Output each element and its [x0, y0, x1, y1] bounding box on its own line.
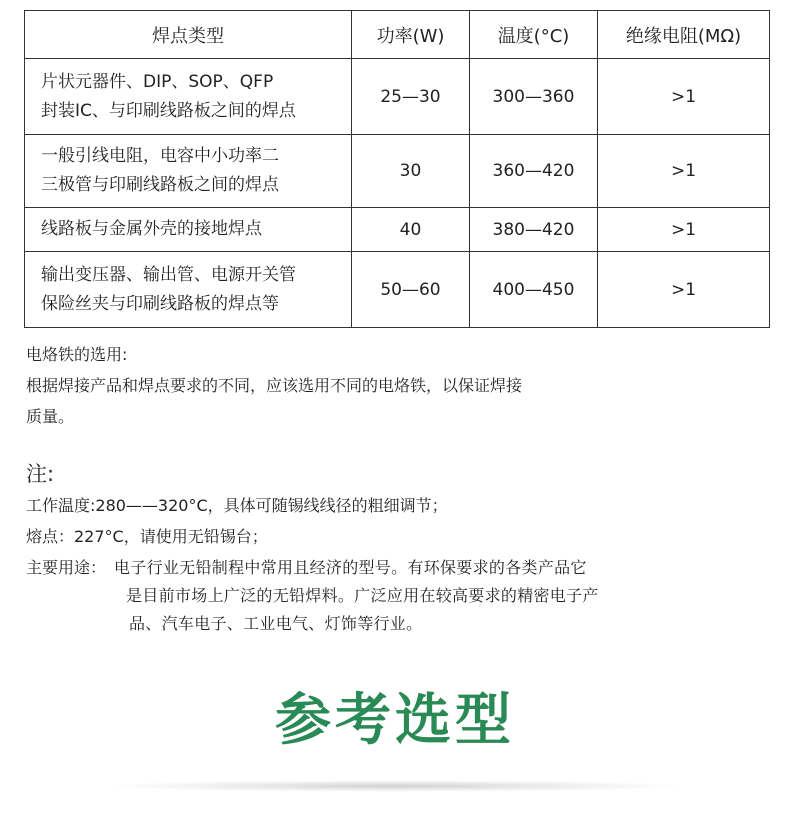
usage-text-line3: 品、汽车电子、工业电气、灯饰等行业。: [129, 614, 423, 633]
header-insulation: 绝缘电阻(MΩ): [598, 11, 770, 59]
cell-solder-type: [25, 208, 352, 252]
cell-temperature: 380—420: [470, 208, 598, 252]
usage-label: 主要用途：: [26, 558, 107, 577]
cell-temperature: 400—450: [470, 252, 598, 328]
table-header-row: [25, 11, 770, 59]
cell-power: 50—60: [352, 252, 470, 328]
cell-text-line: 三极管与印刷线路板之间的焊点: [41, 175, 279, 195]
cell-power: 40: [352, 208, 470, 252]
cell-text-line: 保险丝夹与印刷线路板的焊点等: [41, 293, 279, 314]
cell-solder-type: [25, 135, 352, 208]
cell-temperature: 360—420: [470, 135, 598, 208]
cell-power: 25—30: [352, 59, 470, 135]
cell-temperature: 300—360: [470, 59, 598, 135]
selection-heading: 电烙铁的选用:: [26, 345, 128, 364]
cell-text-line: 片状元器件、DIP、SOP、QFP: [41, 71, 274, 92]
table-row: [25, 59, 770, 135]
cell-insulation: >1: [598, 135, 770, 208]
cell-insulation: >1: [598, 208, 770, 252]
cell-text-line: 输出变压器、输出管、电源开关管: [41, 264, 296, 285]
cell-insulation: >1: [598, 59, 770, 135]
reference-title: 参考选型: [275, 688, 515, 753]
cell-text-line: 封装IC、与印刷线路板之间的焊点: [41, 100, 296, 121]
cell-power: 30: [352, 135, 470, 208]
notes-title: 注:: [26, 462, 55, 486]
header-solder-type: 焊点类型: [25, 11, 352, 59]
title-shadow-divider: [110, 780, 680, 792]
cell-text-line: 一般引线电阻，电容中小功率二: [41, 146, 279, 166]
header-power: 功率(W): [352, 11, 470, 59]
usage-text-line1: 电子行业无铅制程中常用且经济的型号。有环保要求的各类产品它: [114, 558, 587, 577]
table-row: [25, 208, 770, 252]
melting-point-note: 熔点：227°C，请使用无铅锡台；: [26, 527, 268, 546]
cell-solder-type: [25, 252, 352, 328]
cell-insulation: >1: [598, 252, 770, 328]
table-row: [25, 135, 770, 208]
selection-text-line2: 质量。: [26, 407, 75, 426]
cell-text-line: 线路板与金属外壳的接地焊点: [41, 219, 262, 239]
cell-solder-type: [25, 59, 352, 135]
table-row: [25, 252, 770, 328]
header-temperature: 温度(°C): [470, 11, 598, 59]
selection-text-line1: 根据焊接产品和焊点要求的不同，应该选用不同的电烙铁，以保证焊接: [26, 376, 523, 395]
spec-table: [24, 10, 770, 328]
usage-text-line2: 是目前市场上广泛的无铅焊料。广泛应用在较高要求的精密电子产: [126, 586, 599, 605]
work-temperature-note: 工作温度:280——320°C，具体可随锡线线径的粗细调节；: [26, 496, 448, 515]
